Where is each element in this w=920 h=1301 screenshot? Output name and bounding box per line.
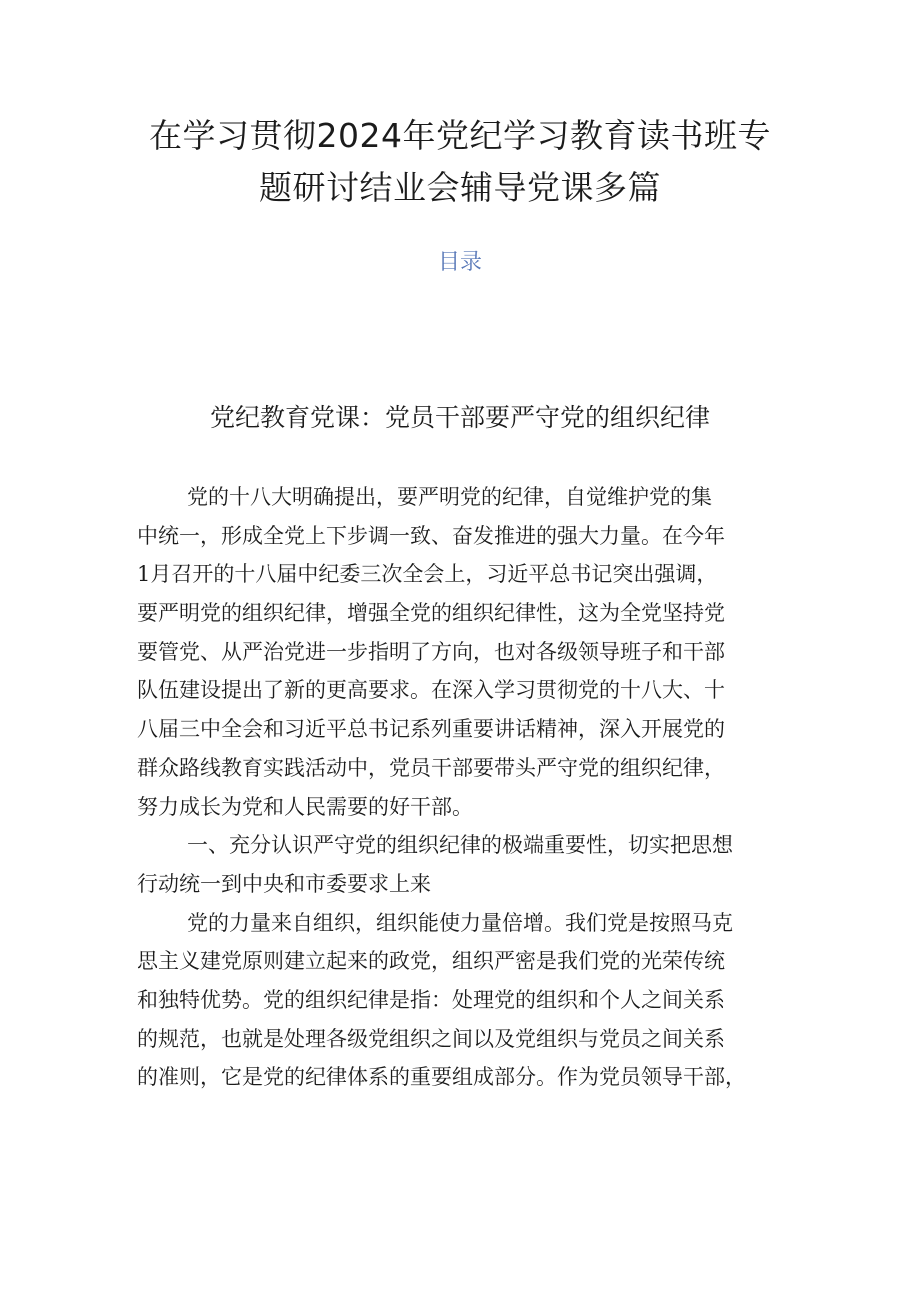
body-line: 努力成长为党和人民需要的好干部。 (137, 794, 473, 819)
body-line: 的规范，也就是处理各级党组织之间以及党组织与党员之间关系 (137, 1026, 725, 1051)
table-of-contents-heading[interactable]: 目录 (437, 250, 482, 275)
section-heading-line: 行动统一到中央和市委要求上来 (137, 871, 431, 896)
document-title-line-2: 题研讨结业会辅导党课多篇 (259, 168, 661, 207)
body-line: 思主义建党原则建立起来的政党，组织严密是我们党的光荣传统 (137, 949, 725, 974)
body-line: 队伍建设提出了新的更高要求。在深入学习贯彻党的十八大、十 (137, 678, 725, 703)
body-line: 党的十八大明确提出，要严明党的纪律，自觉维护党的集 (187, 485, 712, 509)
document-title (120, 110, 800, 214)
section-heading-line: 一、充分认识严守党的组织纪律的极端重要性，切实把思想 (187, 833, 733, 858)
body-line: 要管党、从严治党进一步指明了方向，也对各级领导班子和干部 (137, 639, 725, 664)
body-line: 的准则，它是党的纪律体系的重要组成部分。作为党员领导干部， (137, 1065, 746, 1090)
body-line: 八届三中全会和习近平总书记系列重要讲话精神，深入开展党的 (137, 717, 725, 742)
body-line: 党的力量来自组织，组织能使力量倍增。我们党是按照马克 (187, 910, 733, 935)
body-line: 要严明党的组织纪律，增强全党的组织纪律性，这为全党坚持党 (137, 601, 725, 626)
body-line: 1月召开的十八届中纪委三次全会上，习近平总书记突出强调， (137, 562, 718, 587)
body-line: 群众路线教育实践活动中，党员干部要带头严守党的组织纪律， (137, 755, 725, 780)
body-line: 中统一，形成全党上下步调一致、奋发推进的强大力量。在今年 (137, 523, 725, 548)
document-title-line-1: 在学习贯彻2024年党纪学习教育读书班专 (149, 116, 771, 155)
section-title: 党纪教育党课：党员干部要严守党的组织纪律 (209, 403, 710, 432)
body-line: 和独特优势。党的组织纪律是指：处理党的组织和个人之间关系 (137, 987, 725, 1012)
body-text (137, 478, 797, 1097)
